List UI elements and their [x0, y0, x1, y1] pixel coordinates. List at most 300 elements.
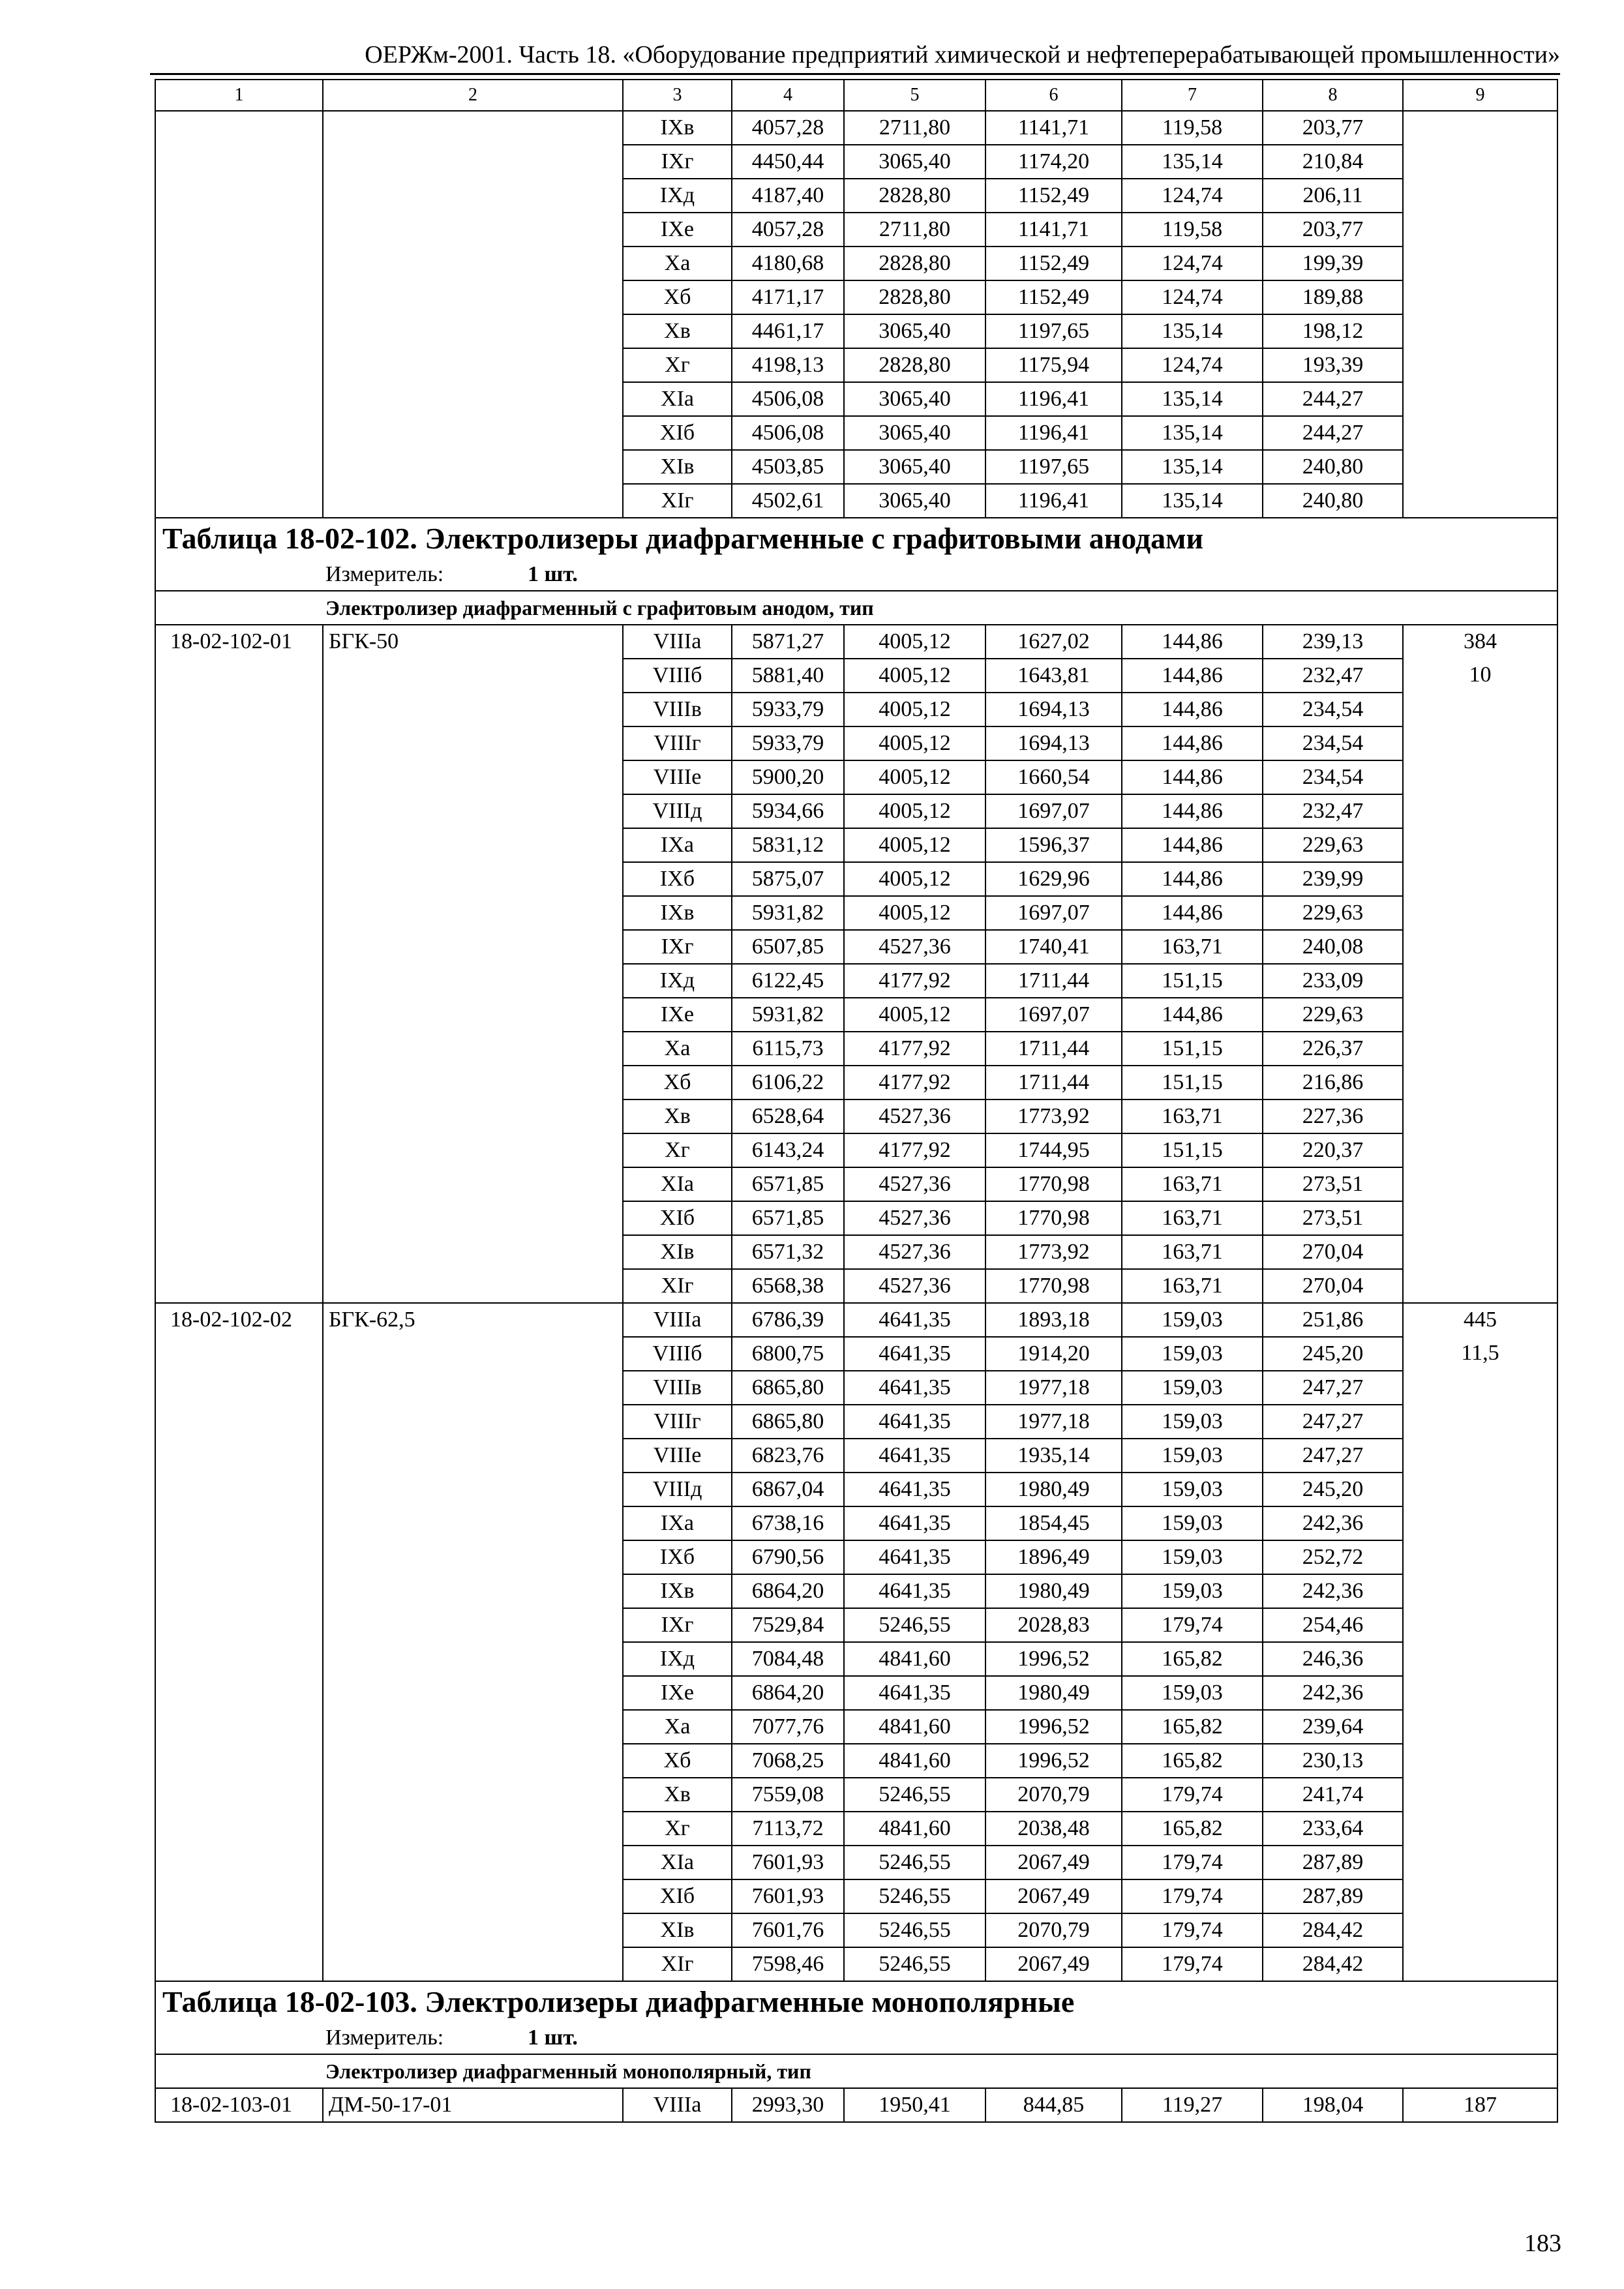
machinist-wages: 151,15 — [1122, 1133, 1263, 1167]
type-cell: IXб — [623, 1540, 732, 1574]
row-code — [155, 1574, 323, 1608]
machinist-wages: 144,86 — [1122, 693, 1263, 726]
mass-cell — [1403, 828, 1557, 862]
machine-cost: 2028,83 — [985, 1608, 1122, 1642]
machinist-wages: 163,71 — [1122, 1235, 1263, 1269]
wages-cost: 4005,12 — [844, 625, 985, 659]
type-cell: XIг — [623, 1947, 732, 1981]
machine-cost: 1174,20 — [985, 145, 1122, 179]
table-row — [155, 1303, 1557, 1337]
equipment-name — [323, 179, 623, 213]
type-cell: XIа — [623, 1167, 732, 1201]
row-code — [155, 111, 323, 145]
table-row — [155, 1812, 1557, 1846]
total-cost: 6115,73 — [732, 1032, 844, 1066]
type-cell: XIб — [623, 1879, 732, 1913]
total-cost: 6864,20 — [732, 1574, 844, 1608]
materials-cost: 273,51 — [1263, 1167, 1403, 1201]
type-cell: XIв — [623, 1913, 732, 1947]
machine-cost: 1196,41 — [985, 416, 1122, 450]
mass-cell — [1403, 1913, 1557, 1947]
mass-cell — [1403, 1778, 1557, 1812]
equipment-name — [323, 760, 623, 794]
materials-cost: 242,36 — [1263, 1574, 1403, 1608]
mass-cell — [1403, 1710, 1557, 1744]
machine-cost: 1141,71 — [985, 111, 1122, 145]
wages-cost: 4177,92 — [844, 1066, 985, 1100]
type-cell: VIIIа — [623, 1303, 732, 1337]
row-code — [155, 145, 323, 179]
wages-cost: 4641,35 — [844, 1676, 985, 1710]
type-cell: IXв — [623, 111, 732, 145]
wages-cost: 1950,41 — [844, 2088, 985, 2122]
wages-cost: 4005,12 — [844, 998, 985, 1032]
table-title: Таблица 18-02-103. Электролизеры диафрагменные монополярные — [155, 1981, 1557, 2022]
type-cell: XIв — [623, 1235, 732, 1269]
materials-cost: 240,08 — [1263, 930, 1403, 964]
machinist-wages: 159,03 — [1122, 1337, 1263, 1371]
machine-cost: 1980,49 — [985, 1676, 1122, 1710]
table-row — [155, 1710, 1557, 1744]
table-row — [155, 964, 1557, 998]
type-cell: IXг — [623, 1608, 732, 1642]
equipment-name — [323, 1846, 623, 1879]
materials-cost: 270,04 — [1263, 1235, 1403, 1269]
mass-cell — [1403, 1032, 1557, 1066]
total-cost: 7084,48 — [732, 1642, 844, 1676]
row-code — [155, 1337, 323, 1371]
type-cell: IXд — [623, 1642, 732, 1676]
mass-cell — [1403, 1201, 1557, 1235]
wages-cost: 5246,55 — [844, 1778, 985, 1812]
wages-cost: 2711,80 — [844, 111, 985, 145]
wages-cost: 4527,36 — [844, 1167, 985, 1201]
row-code — [155, 179, 323, 213]
row-code — [155, 1744, 323, 1778]
mass-cell — [1403, 964, 1557, 998]
machinist-wages: 179,74 — [1122, 1778, 1263, 1812]
equipment-name — [323, 964, 623, 998]
equipment-name: БГК-62,5 — [323, 1303, 623, 1337]
table-row — [155, 280, 1557, 314]
machine-cost: 1770,98 — [985, 1269, 1122, 1303]
mass-cell: 445 — [1403, 1303, 1557, 1337]
materials-cost: 230,13 — [1263, 1744, 1403, 1778]
meter-label: Измеритель: — [325, 562, 444, 586]
meter-label: Измеритель: — [325, 2026, 444, 2050]
machinist-wages: 135,14 — [1122, 382, 1263, 416]
materials-cost: 189,88 — [1263, 280, 1403, 314]
materials-cost: 199,39 — [1263, 247, 1403, 280]
machine-cost: 1980,49 — [985, 1574, 1122, 1608]
total-cost: 4450,44 — [732, 145, 844, 179]
mass-cell — [1403, 280, 1557, 314]
total-cost: 5881,40 — [732, 659, 844, 693]
wages-cost: 4177,92 — [844, 1032, 985, 1066]
wages-cost: 3065,40 — [844, 484, 985, 518]
equipment-name — [323, 1371, 623, 1405]
header-divider — [150, 73, 1560, 75]
table-row — [155, 862, 1557, 896]
row-code — [155, 1371, 323, 1405]
machinist-wages: 135,14 — [1122, 484, 1263, 518]
total-cost: 6528,64 — [732, 1100, 844, 1133]
table-row — [155, 213, 1557, 247]
machinist-wages: 159,03 — [1122, 1303, 1263, 1337]
machine-cost: 2070,79 — [985, 1913, 1122, 1947]
equipment-name — [323, 896, 623, 930]
machinist-wages: 165,82 — [1122, 1642, 1263, 1676]
row-code — [155, 1066, 323, 1100]
mass-cell — [1403, 1167, 1557, 1201]
total-cost: 5900,20 — [732, 760, 844, 794]
mass-cell — [1403, 1371, 1557, 1405]
row-code — [155, 1405, 323, 1439]
materials-cost: 251,86 — [1263, 1303, 1403, 1337]
total-cost: 5931,82 — [732, 896, 844, 930]
row-code — [155, 862, 323, 896]
machinist-wages: 179,74 — [1122, 1947, 1263, 1981]
materials-cost: 240,80 — [1263, 450, 1403, 484]
materials-cost: 245,20 — [1263, 1473, 1403, 1506]
mass-cell — [1403, 760, 1557, 794]
table-row — [155, 794, 1557, 828]
total-cost: 5871,27 — [732, 625, 844, 659]
machine-cost: 1152,49 — [985, 179, 1122, 213]
row-code — [155, 1710, 323, 1744]
table-row — [155, 111, 1557, 145]
total-cost: 7113,72 — [732, 1812, 844, 1846]
row-code — [155, 1439, 323, 1473]
type-cell: VIIIа — [623, 625, 732, 659]
table-row — [155, 1439, 1557, 1473]
mass-cell — [1403, 145, 1557, 179]
meter-cell — [155, 559, 1557, 591]
wages-cost: 2828,80 — [844, 179, 985, 213]
table-row — [155, 484, 1557, 518]
materials-cost: 240,80 — [1263, 484, 1403, 518]
equipment-name — [323, 1947, 623, 1981]
type-cell: XIг — [623, 484, 732, 518]
mass-cell — [1403, 111, 1557, 145]
total-cost: 4506,08 — [732, 382, 844, 416]
mass-cell — [1403, 1133, 1557, 1167]
machinist-wages: 179,74 — [1122, 1913, 1263, 1947]
table-row — [155, 2088, 1557, 2122]
column-number: 3 — [623, 80, 732, 111]
equipment-name — [323, 1879, 623, 1913]
row-code — [155, 314, 323, 348]
total-cost: 6571,85 — [732, 1201, 844, 1235]
wages-cost: 4177,92 — [844, 964, 985, 998]
total-cost: 7601,93 — [732, 1846, 844, 1879]
machinist-wages: 144,86 — [1122, 726, 1263, 760]
row-code: 18-02-102-01 — [155, 625, 323, 659]
row-code — [155, 1133, 323, 1167]
materials-cost: 247,27 — [1263, 1405, 1403, 1439]
column-number: 5 — [844, 80, 985, 111]
materials-cost: 284,42 — [1263, 1913, 1403, 1947]
machinist-wages: 144,86 — [1122, 625, 1263, 659]
row-code — [155, 1947, 323, 1981]
machinist-wages: 159,03 — [1122, 1405, 1263, 1439]
table-row — [155, 1066, 1557, 1100]
mass-cell — [1403, 998, 1557, 1032]
materials-cost: 203,77 — [1263, 213, 1403, 247]
machinist-wages: 159,03 — [1122, 1506, 1263, 1540]
table-row — [155, 1133, 1557, 1167]
table-row — [155, 1540, 1557, 1574]
table-row — [155, 1269, 1557, 1303]
table-row — [155, 726, 1557, 760]
wages-cost: 4005,12 — [844, 828, 985, 862]
table-row — [155, 828, 1557, 862]
machine-cost: 1773,92 — [985, 1100, 1122, 1133]
type-cell: IXе — [623, 998, 732, 1032]
machinist-wages: 144,86 — [1122, 998, 1263, 1032]
machinist-wages: 124,74 — [1122, 280, 1263, 314]
wages-cost: 4177,92 — [844, 1133, 985, 1167]
total-cost: 4057,28 — [732, 213, 844, 247]
row-code — [155, 693, 323, 726]
machine-cost: 1197,65 — [985, 314, 1122, 348]
machinist-wages: 124,74 — [1122, 348, 1263, 382]
machinist-wages: 163,71 — [1122, 930, 1263, 964]
mass-cell — [1403, 1812, 1557, 1846]
equipment-name — [323, 1608, 623, 1642]
mass-cell — [1403, 1540, 1557, 1574]
machine-cost: 1141,71 — [985, 213, 1122, 247]
type-cell: Xб — [623, 1066, 732, 1100]
mass-cell — [1403, 1947, 1557, 1981]
equipment-name — [323, 1201, 623, 1235]
equipment-name — [323, 416, 623, 450]
subheading-row — [155, 2054, 1557, 2088]
type-cell: IXг — [623, 145, 732, 179]
wages-cost: 4841,60 — [844, 1710, 985, 1744]
table-row — [155, 1032, 1557, 1066]
materials-cost: 244,27 — [1263, 416, 1403, 450]
column-number-row — [155, 80, 1557, 111]
equipment-name — [323, 1676, 623, 1710]
type-cell: VIIIе — [623, 1439, 732, 1473]
equipment-name — [323, 1066, 623, 1100]
machinist-wages: 144,86 — [1122, 862, 1263, 896]
table-row — [155, 896, 1557, 930]
row-code — [155, 760, 323, 794]
type-cell: IXд — [623, 179, 732, 213]
equipment-name — [323, 862, 623, 896]
mass-cell — [1403, 896, 1557, 930]
type-cell: IXб — [623, 862, 732, 896]
machine-cost: 1770,98 — [985, 1201, 1122, 1235]
machinist-wages: 163,71 — [1122, 1100, 1263, 1133]
mass-cell: 11,5 — [1403, 1337, 1557, 1371]
wages-cost: 3065,40 — [844, 314, 985, 348]
mass-cell — [1403, 1405, 1557, 1439]
type-cell: XIа — [623, 1846, 732, 1879]
machinist-wages: 144,86 — [1122, 659, 1263, 693]
table-title-row — [155, 518, 1557, 559]
table-row — [155, 145, 1557, 179]
mass-cell — [1403, 213, 1557, 247]
equipment-name — [323, 1778, 623, 1812]
machinist-wages: 179,74 — [1122, 1608, 1263, 1642]
row-code — [155, 1167, 323, 1201]
equipment-name — [323, 1506, 623, 1540]
table-row — [155, 450, 1557, 484]
row-code — [155, 1032, 323, 1066]
total-cost: 6865,80 — [732, 1405, 844, 1439]
equipment-name — [323, 111, 623, 145]
row-code — [155, 484, 323, 518]
materials-cost: 232,47 — [1263, 794, 1403, 828]
materials-cost: 226,37 — [1263, 1032, 1403, 1066]
machinist-wages: 159,03 — [1122, 1676, 1263, 1710]
materials-cost: 203,77 — [1263, 111, 1403, 145]
type-cell: IXв — [623, 896, 732, 930]
mass-cell — [1403, 1473, 1557, 1506]
materials-cost: 232,47 — [1263, 659, 1403, 693]
table-row — [155, 1405, 1557, 1439]
machinist-wages: 124,74 — [1122, 179, 1263, 213]
wages-cost: 4641,35 — [844, 1303, 985, 1337]
subheading-row — [155, 591, 1557, 625]
row-code — [155, 1235, 323, 1269]
equipment-name — [323, 314, 623, 348]
wages-cost: 4641,35 — [844, 1506, 985, 1540]
materials-cost: 234,54 — [1263, 693, 1403, 726]
materials-cost: 270,04 — [1263, 1269, 1403, 1303]
table-row — [155, 1913, 1557, 1947]
mass-cell — [1403, 179, 1557, 213]
equipment-name — [323, 1100, 623, 1133]
table-row — [155, 416, 1557, 450]
type-cell: Xб — [623, 1744, 732, 1778]
total-cost: 4461,17 — [732, 314, 844, 348]
total-cost: 4171,17 — [732, 280, 844, 314]
wages-cost: 4005,12 — [844, 862, 985, 896]
type-cell: IXг — [623, 930, 732, 964]
wages-cost: 2828,80 — [844, 348, 985, 382]
mass-cell — [1403, 1608, 1557, 1642]
wages-cost: 3065,40 — [844, 145, 985, 179]
machinist-wages: 151,15 — [1122, 964, 1263, 998]
row-code — [155, 1540, 323, 1574]
row-code — [155, 416, 323, 450]
type-cell: Xа — [623, 247, 732, 280]
wages-cost: 5246,55 — [844, 1608, 985, 1642]
equipment-name — [323, 1167, 623, 1201]
materials-cost: 229,63 — [1263, 998, 1403, 1032]
mass-cell: 10 — [1403, 659, 1557, 693]
equipment-name — [323, 1913, 623, 1947]
total-cost: 5934,66 — [732, 794, 844, 828]
total-cost: 6568,38 — [732, 1269, 844, 1303]
type-cell: VIIIд — [623, 794, 732, 828]
row-code — [155, 450, 323, 484]
materials-cost: 206,11 — [1263, 179, 1403, 213]
equipment-name — [323, 382, 623, 416]
wages-cost: 4527,36 — [844, 1235, 985, 1269]
equipment-name — [323, 1642, 623, 1676]
equipment-name — [323, 450, 623, 484]
wages-cost: 5246,55 — [844, 1879, 985, 1913]
type-cell: VIIIе — [623, 760, 732, 794]
materials-cost: 242,36 — [1263, 1676, 1403, 1710]
materials-cost: 216,86 — [1263, 1066, 1403, 1100]
wages-cost: 2711,80 — [844, 213, 985, 247]
equipment-name — [323, 1710, 623, 1744]
type-cell: Xв — [623, 314, 732, 348]
row-code — [155, 896, 323, 930]
row-code: 18-02-103-01 — [155, 2088, 323, 2122]
type-cell: Xв — [623, 1100, 732, 1133]
equipment-name — [323, 1235, 623, 1269]
materials-cost: 239,99 — [1263, 862, 1403, 896]
wages-cost: 5246,55 — [844, 1846, 985, 1879]
type-cell: IXв — [623, 1574, 732, 1608]
machine-cost: 1711,44 — [985, 964, 1122, 998]
equipment-name — [323, 1744, 623, 1778]
type-cell: IXе — [623, 1676, 732, 1710]
total-cost: 6507,85 — [732, 930, 844, 964]
mass-cell — [1403, 1744, 1557, 1778]
machinist-wages: 165,82 — [1122, 1710, 1263, 1744]
equipment-name — [323, 1540, 623, 1574]
mass-cell — [1403, 794, 1557, 828]
type-cell: VIIIа — [623, 2088, 732, 2122]
type-cell: XIг — [623, 1269, 732, 1303]
table-row — [155, 1846, 1557, 1879]
machinist-wages: 151,15 — [1122, 1032, 1263, 1066]
total-cost: 6738,16 — [732, 1506, 844, 1540]
machinist-wages: 119,58 — [1122, 213, 1263, 247]
row-code — [155, 1100, 323, 1133]
materials-cost: 229,63 — [1263, 828, 1403, 862]
mass-cell — [1403, 1235, 1557, 1269]
meter-cell — [155, 2022, 1557, 2054]
materials-cost: 227,36 — [1263, 1100, 1403, 1133]
mass-cell — [1403, 1506, 1557, 1540]
type-cell: Xг — [623, 1133, 732, 1167]
machine-cost: 1196,41 — [985, 484, 1122, 518]
table-row — [155, 1744, 1557, 1778]
wages-cost: 4005,12 — [844, 659, 985, 693]
total-cost: 6786,39 — [732, 1303, 844, 1337]
machine-cost: 1773,92 — [985, 1235, 1122, 1269]
page-header-title: ОЕРЖм-2001. Часть 18. «Оборудование предприятий химической и нефтеперерабатывающей промышленности» — [365, 41, 1560, 68]
machine-cost: 1935,14 — [985, 1439, 1122, 1473]
machine-cost: 1996,52 — [985, 1744, 1122, 1778]
materials-cost: 287,89 — [1263, 1879, 1403, 1913]
total-cost: 6800,75 — [732, 1337, 844, 1371]
machine-cost: 1977,18 — [985, 1405, 1122, 1439]
type-cell: Xг — [623, 348, 732, 382]
machinist-wages: 151,15 — [1122, 1066, 1263, 1100]
equipment-name — [323, 726, 623, 760]
equipment-name — [323, 1812, 623, 1846]
machinist-wages: 135,14 — [1122, 450, 1263, 484]
equipment-name — [323, 659, 623, 693]
machine-cost: 1893,18 — [985, 1303, 1122, 1337]
row-code — [155, 964, 323, 998]
machinist-wages: 144,86 — [1122, 794, 1263, 828]
total-cost: 5933,79 — [732, 693, 844, 726]
machine-cost: 1643,81 — [985, 659, 1122, 693]
table-title: Таблица 18-02-102. Электролизеры диафрагменные с графитовыми анодами — [155, 518, 1557, 559]
machine-cost: 1660,54 — [985, 760, 1122, 794]
